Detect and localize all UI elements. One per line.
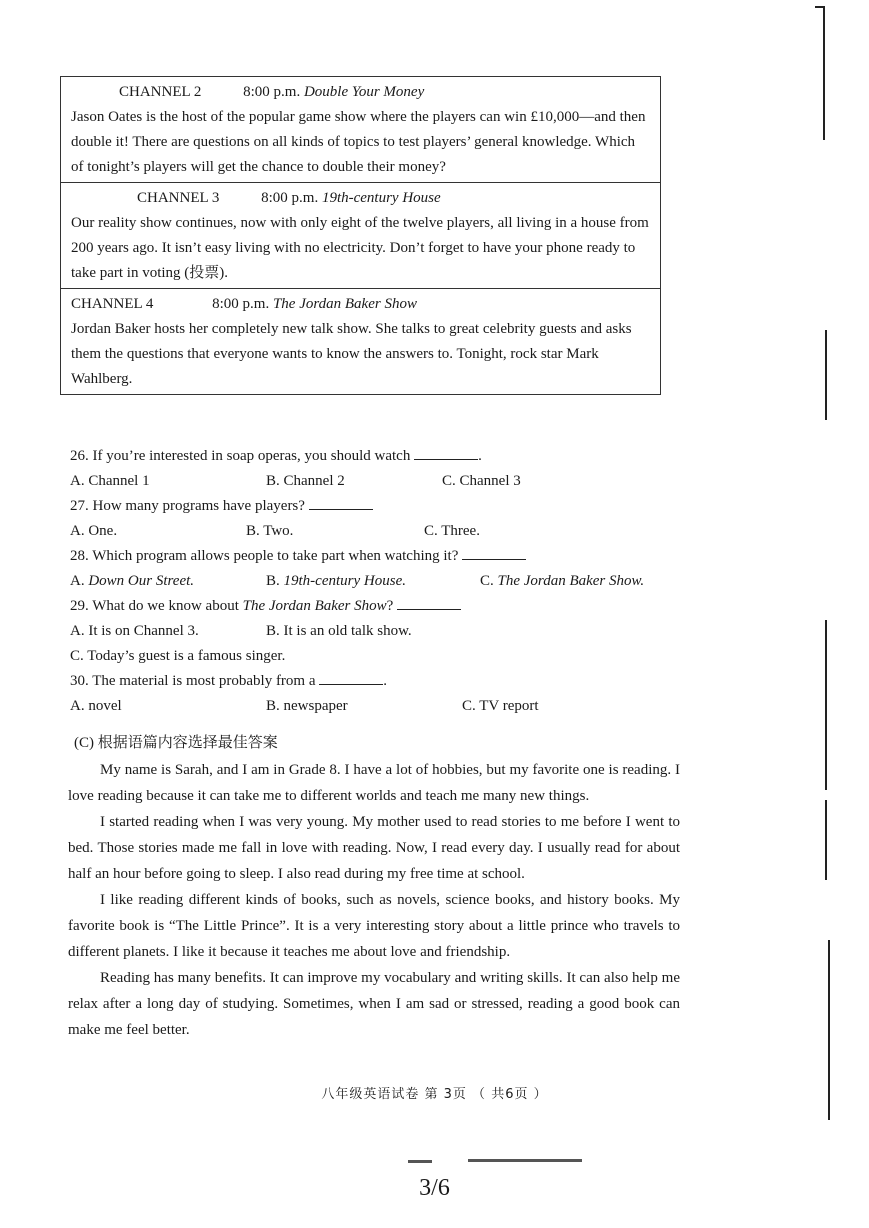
- answer-blank: [414, 445, 478, 460]
- show-title: Double Your Money: [303, 84, 425, 100]
- question-number: 29.: [70, 598, 89, 614]
- channel-time: [261, 186, 441, 211]
- scan-edge-line: [825, 330, 827, 420]
- option-b: B. Channel 2: [266, 473, 345, 489]
- option-a: A. novel: [70, 698, 122, 714]
- question-text: How many programs have players?: [92, 498, 305, 514]
- question-29: [70, 594, 680, 619]
- option-c: C. Channel 3: [442, 473, 521, 489]
- channel-4-cell: [61, 288, 660, 394]
- option-c: C. TV report: [462, 698, 539, 714]
- question-number: 28.: [70, 548, 89, 564]
- show-title: The Jordan Baker Show: [272, 296, 417, 312]
- question-text: Which program allows people to take part when watching it?: [92, 548, 459, 564]
- question-show-title: The Jordan Baker Show: [242, 598, 387, 614]
- option-a: A. It is on Channel 3.: [70, 623, 199, 639]
- time-value: 8:00 p.m.: [243, 84, 301, 100]
- channel-time: [212, 292, 417, 317]
- option-b: B. It is an old talk show.: [266, 623, 412, 639]
- options-30: [70, 694, 680, 719]
- question-text: The material is most probably from a: [92, 673, 316, 689]
- option-c: C. Today’s guest is a famous singer.: [70, 648, 286, 664]
- option-b: B. Two.: [246, 523, 294, 539]
- tv-schedule-table: [60, 76, 661, 395]
- channel-name: CHANNEL 4: [71, 296, 154, 312]
- time-value: 8:00 p.m.: [212, 296, 270, 312]
- passage-paragraph: My name is Sarah, and I am in Grade 8. I have a lot of hobbies, but my favorite one is reading. I love reading because it can take me to different worlds and teach me many new things.: [68, 762, 680, 804]
- scan-edge-line: [823, 6, 825, 140]
- page-indicator: 3/6: [419, 1175, 450, 1201]
- scan-edge-line: [825, 800, 827, 880]
- page-footer: 八年级英语试卷 第 3页 （ 共6页 ）: [321, 1087, 548, 1102]
- channel-description: Our reality show continues, now with only eight of the twelve players, all living in a house from 200 years ago. It isn’t easy living with no electricity. Don’t forget to have your phone ready to take part in voting (投票).: [71, 215, 649, 281]
- question-27: [70, 494, 680, 519]
- options-26: [70, 469, 680, 494]
- question-number: 27.: [70, 498, 89, 514]
- answer-blank: [462, 545, 526, 560]
- option-text: Down Our Street.: [88, 573, 195, 589]
- option-label: A.: [70, 573, 85, 589]
- answer-blank: [397, 595, 461, 610]
- option-b: [266, 569, 480, 594]
- option-c: [480, 569, 644, 594]
- option-label: B.: [266, 573, 280, 589]
- options-27: [70, 519, 680, 544]
- question-number: 26.: [70, 448, 89, 464]
- option-c: C. Three.: [424, 523, 480, 539]
- question-end: .: [383, 673, 388, 689]
- scan-edge-line: [815, 6, 825, 8]
- options-29-c: [70, 644, 680, 669]
- channel-2-cell: [61, 77, 660, 182]
- option-text: 19th-century House.: [283, 573, 406, 589]
- channel-description: Jordan Baker hosts her completely new talk show. She talks to great celebrity guests and asks them the questions that everyone wants to know the answers to. Tonight, rock star Mark Wahlberg.: [71, 321, 632, 387]
- question-end: ?: [386, 598, 394, 614]
- passage-paragraph: Reading has many benefits. It can improve my vocabulary and writing skills. It can also help me relax after a long day of studying. Sometimes, when I am sad or stressed, reading a good book can make me feel better.: [68, 970, 680, 1038]
- option-a: A. One.: [70, 523, 118, 539]
- question-30: [70, 669, 680, 694]
- question-28: [70, 544, 680, 569]
- scan-edge-line: [825, 620, 827, 790]
- answer-blank: [319, 670, 383, 685]
- question-number: 30.: [70, 673, 89, 689]
- option-label: C.: [480, 573, 494, 589]
- options-29: [70, 619, 680, 644]
- channel-time: [243, 80, 424, 105]
- show-title: 19th-century House: [321, 190, 441, 206]
- question-26: [70, 444, 680, 469]
- scan-dash: [408, 1160, 432, 1163]
- option-text: The Jordan Baker Show.: [497, 573, 645, 589]
- option-a: [70, 569, 266, 594]
- channel-description: Jason Oates is the host of the popular game show where the players can win £10,000—and then double it! There are questions on all kinds of topics to test players’ general knowledge. Which of tonight’s players will get the chance to double their money?: [71, 109, 646, 175]
- channel-name: CHANNEL 2: [119, 84, 202, 100]
- option-a: A. Channel 1: [70, 473, 150, 489]
- question-text: What do we know about: [92, 598, 239, 614]
- passage-paragraph: I started reading when I was very young. My mother used to read stories to me before I went to bed. Those stories made me fall in love with reading. Now, I read every day. I usually read for about half an hour before going to sleep. I also read during my free time at school.: [68, 814, 680, 882]
- question-end: .: [478, 448, 482, 464]
- time-value: 8:00 p.m.: [261, 190, 319, 206]
- options-28: [70, 569, 680, 594]
- reading-passage: [68, 731, 680, 1043]
- channel-3-cell: [61, 182, 660, 288]
- option-b: B. newspaper: [266, 698, 348, 714]
- channel-name: CHANNEL 3: [137, 190, 220, 206]
- passage-paragraph: I like reading different kinds of books, such as novels, science books, and history books. My favorite book is “The Little Prince”. It is a very interesting story about a little prince who travels to different planets. I like it because it teaches me about love and friendship.: [68, 892, 680, 960]
- answer-blank: [309, 495, 373, 510]
- question-text: If you’re interested in soap operas, you should watch: [92, 448, 411, 464]
- section-heading: (C) 根据语篇内容选择最佳答案: [74, 735, 278, 751]
- questions-section: [70, 444, 680, 719]
- scan-dash: [468, 1159, 582, 1162]
